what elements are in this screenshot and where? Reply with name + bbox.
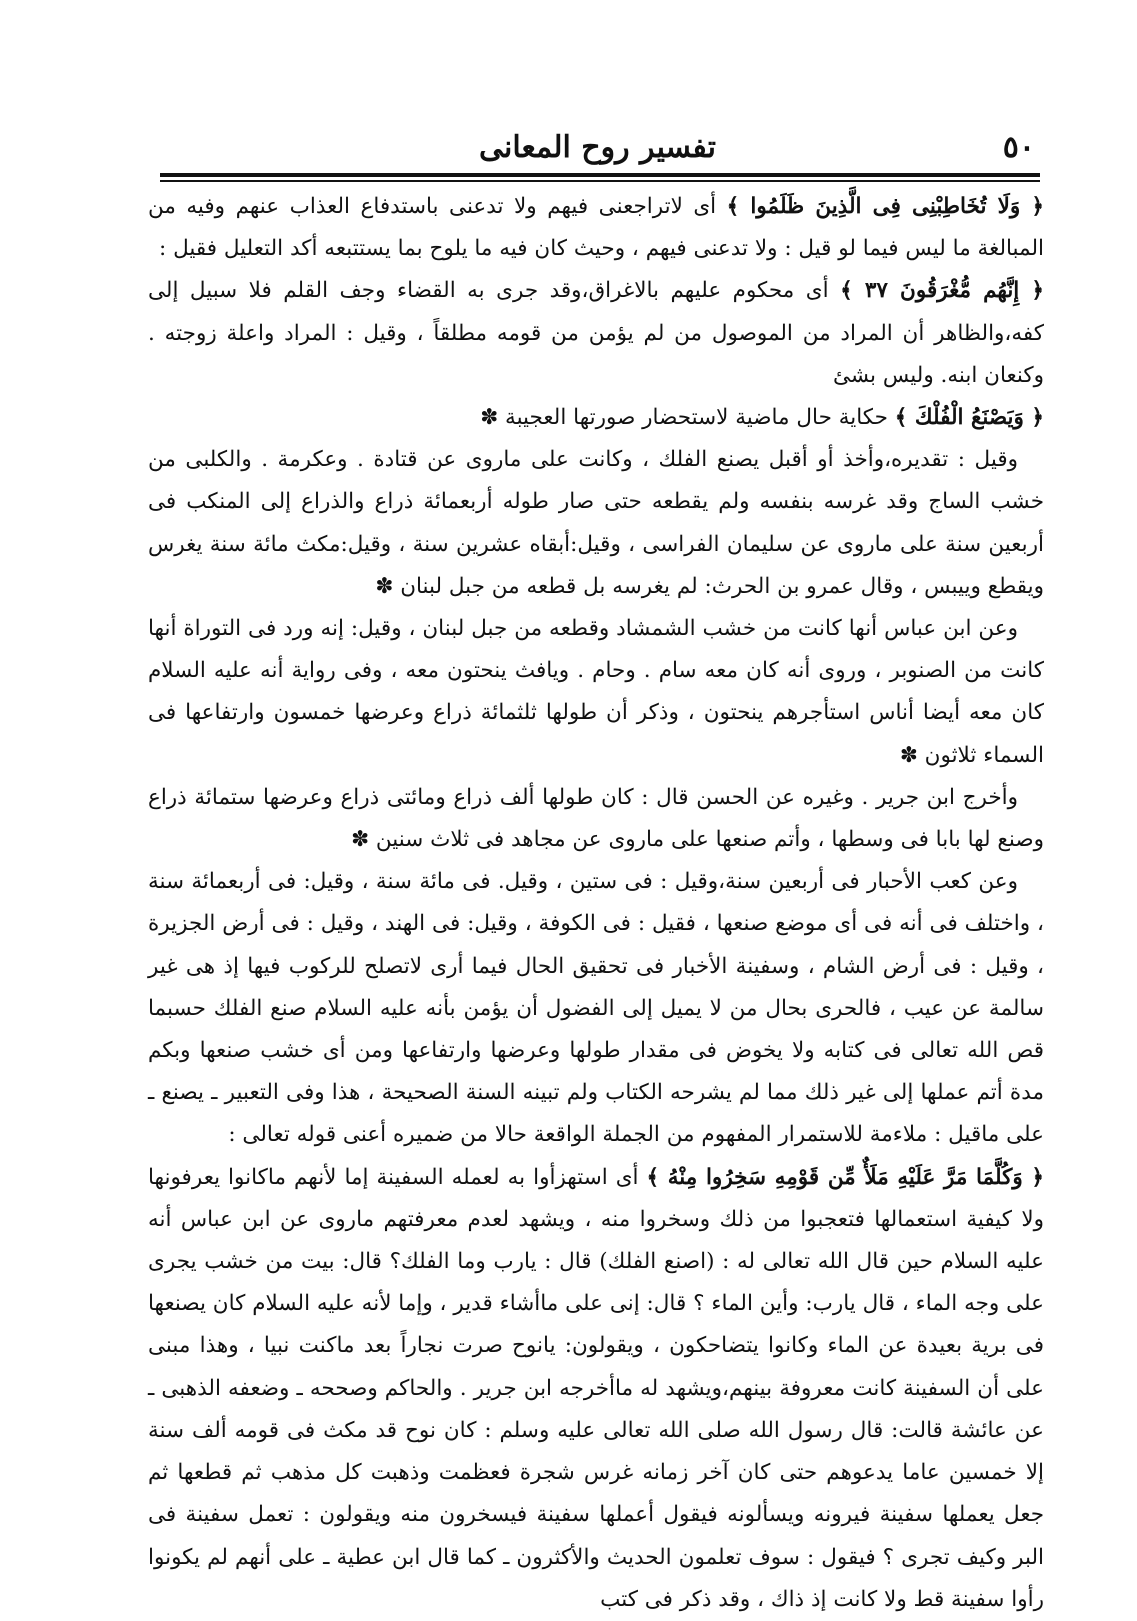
- commentary-text: أى محكوم عليهم بالاغراق،وقد جرى به القضاء وجف القلم فلا سبيل إلى كفه،والظاهر أن المراد من الموصول من لم يؤمن من قومه مطلقاً ، وقيل : المراد واعلة زوجته . وكنعان ابنه. وليس بشئ: [148, 278, 1044, 388]
- paragraph: [148, 1157, 1044, 1621]
- header-rule-thin: [160, 180, 1040, 182]
- commentary-text: وعن ابن عباس أنها كانت من خشب الشمشاد وقطعه من جبل لبنان ، وقيل: إنه ورد فى التوراة أنها كانت من الصنوبر ، وروى أنه كان معه سام . وحام . ويافث ينحتون معه ، وفى رواية أنه عليه السلام كان معه أيضا أناس استأجرهم ينحتون ، وذكر أن طولها ثلثمائة ذراع وعرضها خمسون وارتفاعها فى السماء ثلاثون ✽: [148, 616, 1044, 768]
- commentary-text: أى استهزأوا به لعمله السفينة إما لأنهم ماكانوا يعرفونها ولا كيفية استعمالها فتعجبوا من ذلك وسخروا منه ، ويشهد لعدم معرفتهم ماروى عن ابن عباس أنه عليه السلام حين قال الله تعالى له : (اصنع الفلك) قال : يارب وما الفلك؟ قال: بيت من خشب يجرى على وجه الماء ، قال يارب: وأين الماء ؟ قال: إنى على ماأشاء قدير ، وإما لأنه عليه السلام كان يصنعها فى برية بعيدة عن الماء وكانوا يتضاحكون ، ويقولون: يانوح صرت نجاراً بعد ماكنت نبيا ، وهذا مبنى على أن السفينة كانت معروفة بينهم،ويشهد له ماأخرجه ابن جرير . والحاكم وصححه ـ وضعفه الذهبى ـ عن عائشة قالت: قال رسول الله صلى الله تعالى عليه وسلم : كان نوح قد مكث فى قومه ألف سنة إلا خمسين عاما يدعوهم حتى كان آخر زمانه غرس شجرة فعظمت وذهبت كل مذهب ثم قطعها ثم جعل يعملها سفينة فيرونه ويسألونه فيقول أعملها سفينة فيسخرون منه ويقولون : تعمل سفينة فى البر وكيف تجرى ؟ فيقول : سوف تعلمون الحديث والأكثرون ـ كما قال ابن عطية ـ على أنهم لم يكونوا رأوا سفينة قط ولا كانت إذ ذاك ، وقد ذكر فى كتب: [148, 1164, 1044, 1612]
- quran-verse: ﴿ وَيَصْنَعُ الْفُلْكَ ﴾: [894, 405, 1044, 431]
- paragraph: [148, 777, 1044, 861]
- quran-verse: ﴿ وَلَا تُخَاطِبْنِى فِى الَّذِينَ ظَلَمُوا ﴾: [726, 194, 1044, 219]
- paragraph: [148, 608, 1044, 777]
- quran-verse: ﴿ إِنَّهُم مُّغْرَقُونَ ٣٧ ﴾: [840, 278, 1045, 304]
- paragraph: [148, 861, 1044, 1156]
- paragraph: [148, 270, 1044, 397]
- paragraph: [148, 439, 1044, 608]
- header-rule-thick: [160, 173, 1040, 177]
- page-body: [148, 186, 1045, 1612]
- commentary-text: حكاية حال ماضية لاستحضار صورتها العجيبة ✽: [480, 405, 895, 431]
- commentary-text: وأخرج ابن جرير . وغيره عن الحسن قال : كان طولها ألف ذراع ومائتى ذراع وعرضها ستمائة ذراع وصنع لها بابا فى وسطها ، وأتم صنعها على ماروى عن مجاهد فى ثلاث سنين ✽: [148, 784, 1044, 853]
- page-header: [160, 128, 1035, 172]
- quran-verse: ﴿ وَكُلَّمَا مَرَّ عَلَيْهِ مَلَأٌ مِّن قَوْمِهِ سَخِرُوا مِنْهُ ﴾: [646, 1164, 1044, 1190]
- page-number: ٥٠: [1002, 130, 1035, 165]
- paragraph: [148, 186, 1044, 270]
- commentary-text: أى لاتراجعنى فيهم ولا تدعنى باستدفاع العذاب عنهم وفيه من المبالغة ما ليس فيما لو قيل : ولا تدعنى فيهم ، وحيث كان فيه ما يلوح بما يستتبعه أكد التعليل فقيل :: [148, 194, 1044, 262]
- commentary-text: وعن كعب الأحبار فى أربعين سنة،وقيل : فى ستين ، وقيل. فى مائة سنة ، وقيل: فى أربعمائة سنة ، واختلف فى أنه فى أى موضع صنعها ، فقيل : فى الكوفة ، وقيل: فى الهند ، وقيل : فى أرض الجزيرة ، وقيل : فى أرض الشام ، وسفينة الأخبار فى تحقيق الحال فيما أرى لاتصلح للركوب فيها إذ هى غير سالمة عن عيب ، فالحرى بحال من لا يميل إلى الفضول أن يؤمن بأنه عليه السلام صنع الفلك حسبما قص الله تعالى فى كتابه ولا يخوض فى مقدار طولها وعرضها وارتفاعها ومن أى خشب صنعها وبكم مدة أتم عملها إلى غير ذلك مما لم يشرحه الكتاب ولم تبينه السنة الصحيحة ، هذا وفى التعبير ـ يصنع ـ على ماقيل : ملاءمة للاستمرار المفهوم من الجملة الواقعة حالا من ضميره أعنى قوله تعالى :: [148, 869, 1044, 1148]
- commentary-text: وقيل : تقديره،وأخذ أو أقبل يصنع الفلك ، وكانت على ماروى عن قتادة . وعكرمة . والكلبى من خشب الساج وقد غرسه بنفسه ولم يقطعه حتى صار طوله أربعمائة ذراع والذراع إلى المنكب فى أربعين سنة على ماروى عن سليمان الفراسى ، وقيل:أبقاه عشرين سنة ، وقيل:مكث مائة سنة يغرس ويقطع وييبس ، وقال عمرو بن الحرث: لم يغرسه بل قطعه من جبل لبنان ✽: [148, 447, 1044, 599]
- book-title: تفسير روح المعانى: [479, 130, 716, 165]
- paragraph: [148, 397, 1044, 439]
